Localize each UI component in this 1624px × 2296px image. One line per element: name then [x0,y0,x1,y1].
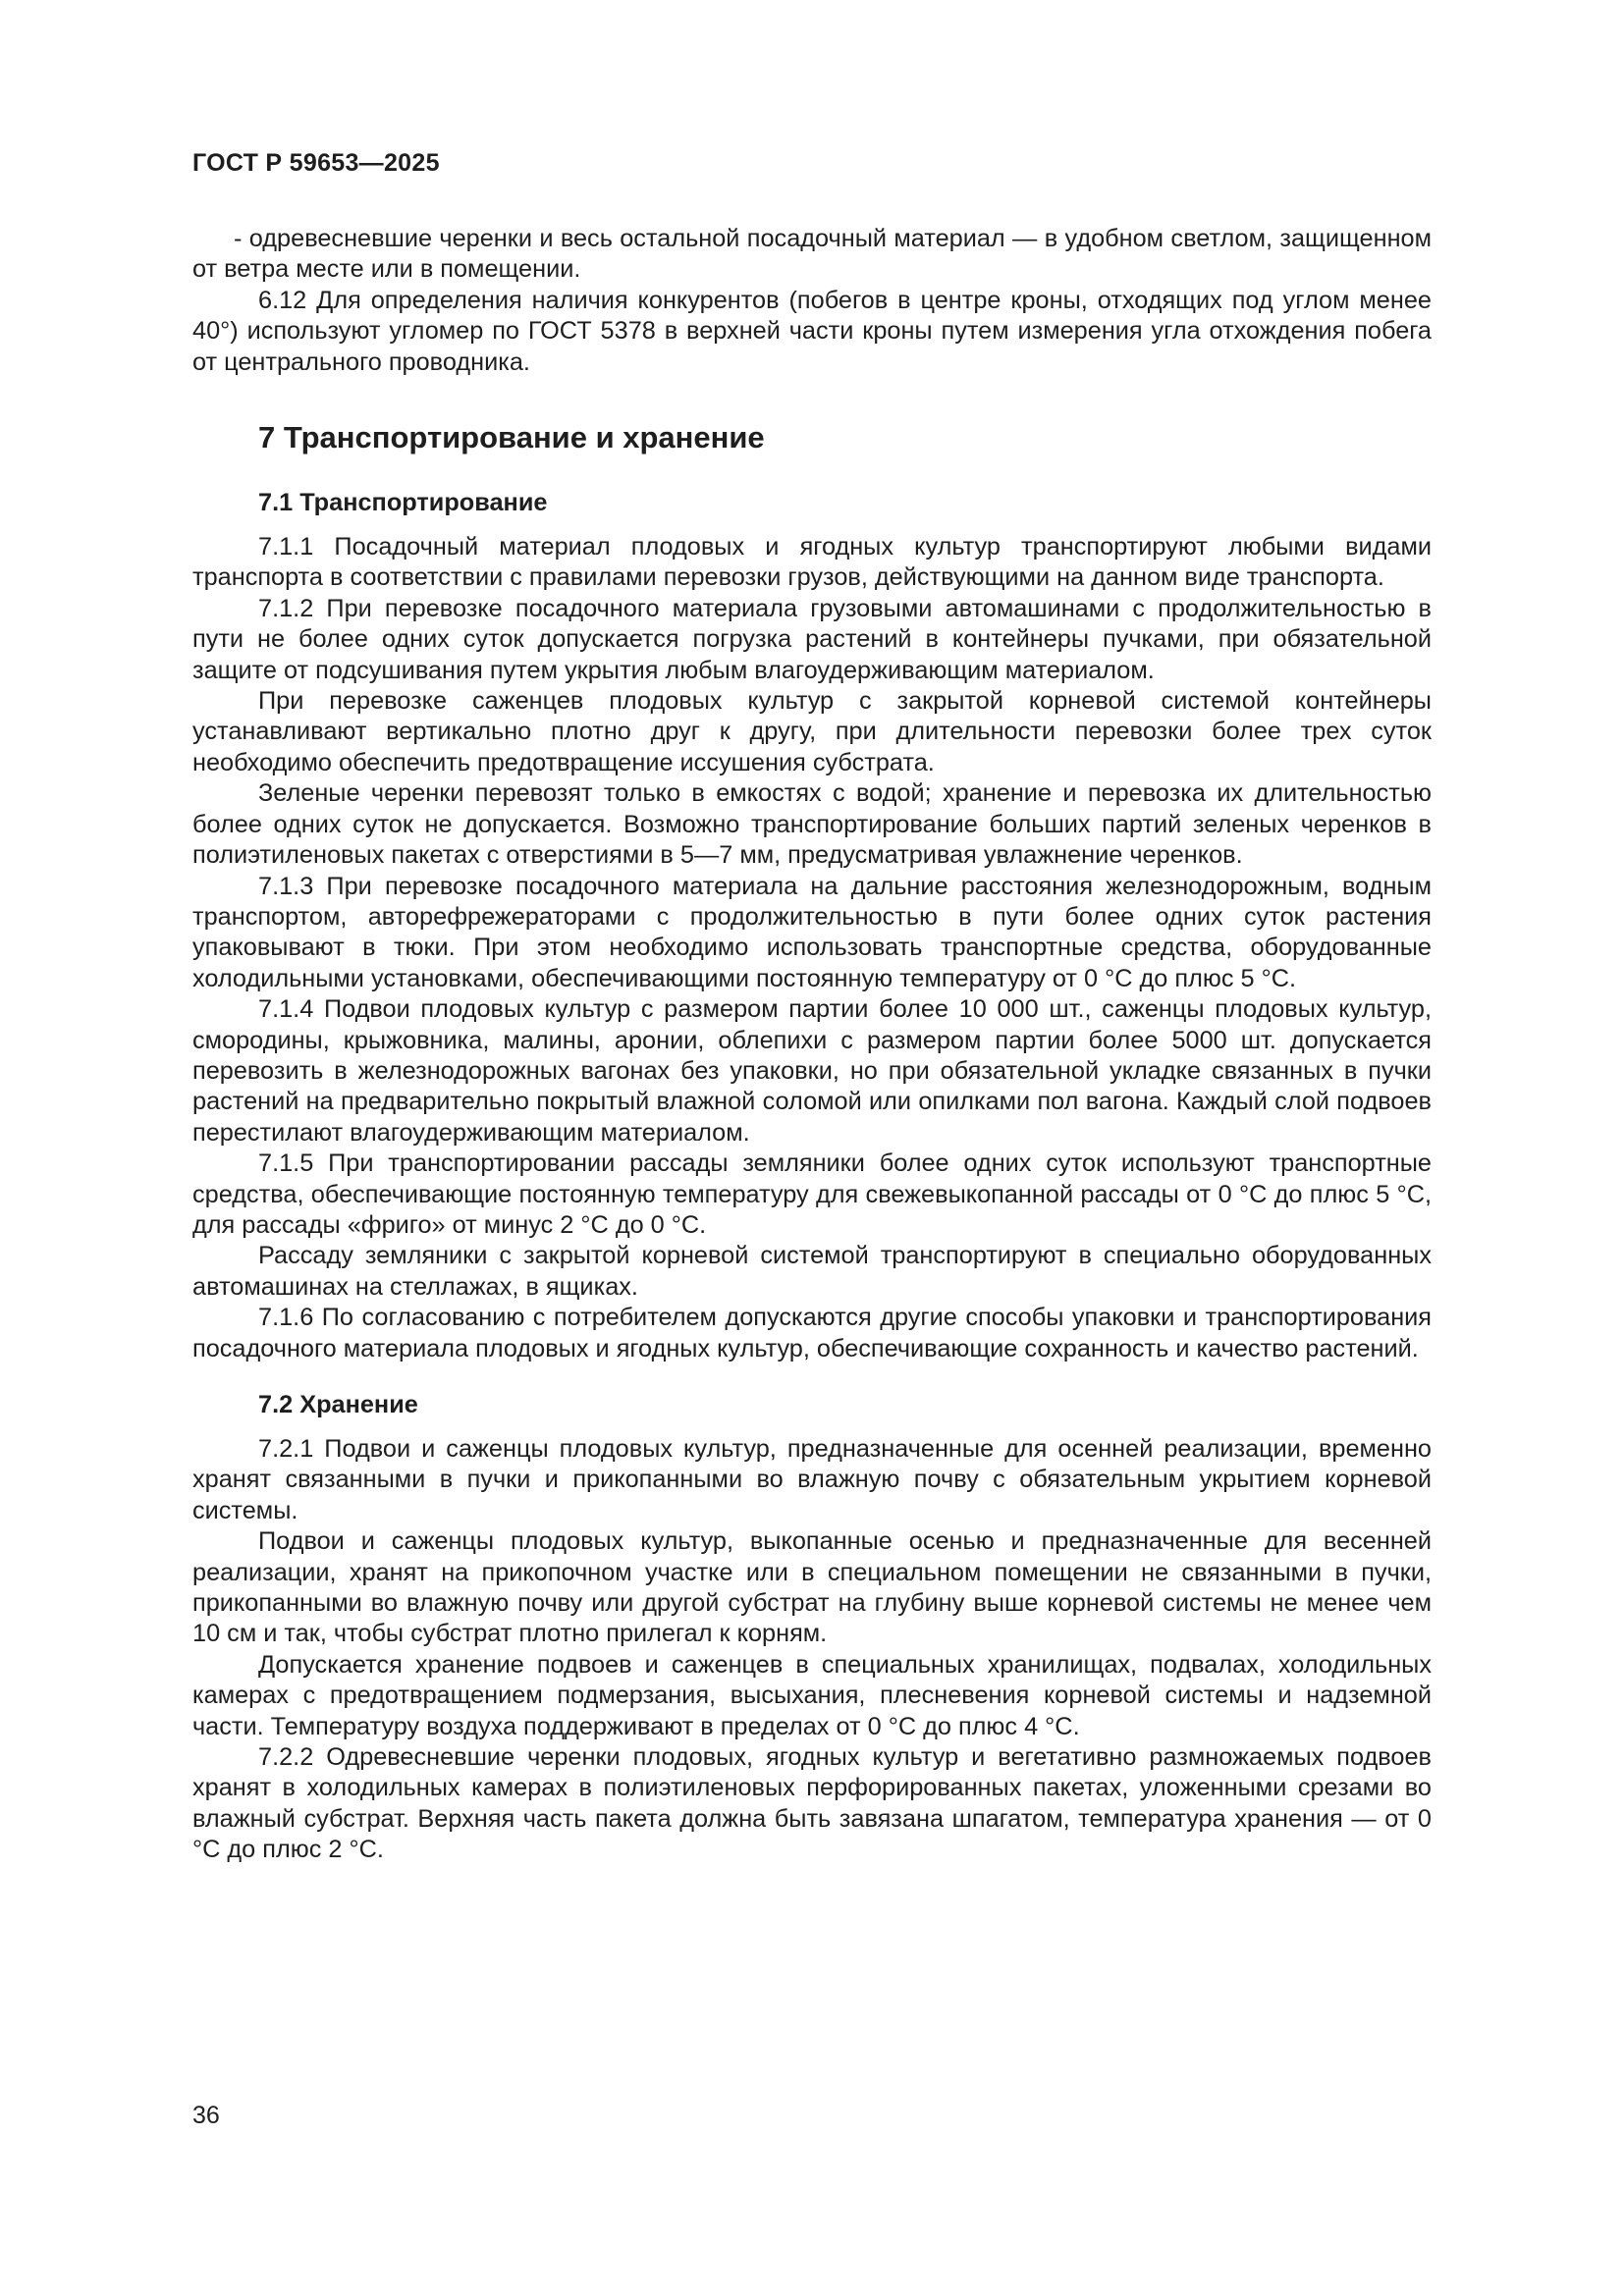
paragraph-7-1-4: 7.1.4 Подвои плодовых культур с размером партии более 10 000 шт., саженцы плодовых культур, смородины, крыжовника, малины, аронии, облепихи с размером партии более 5000 шт. допускается перевозить в железнодорожных вагонах без упаковки, но при обязательной укладке связанных в пучки растений на предварительно покрытый влажной соломой или опилками пол вагона. Каждый слой подвоев перестилают влагоудерживающим материалом. [192,995,1432,1147]
page-number: 36 [192,2102,220,2129]
section-7-heading: 7 Транспортирование и хранение [258,420,765,455]
subsection-7-1-heading: 7.1 Транспортирование [258,489,548,517]
paragraph-7-1-2-containers: При перевозке саженцев плодовых культур с закрытой корневой системой контейнеры устанавливают вертикально плотно друг к другу, при длительности перевозки более трех суток необходимо обеспечить предотвращение иссушения субстрата. [192,687,1432,776]
paragraph-7-1-5: 7.1.5 При транспортировании рассады земляники более одних суток используют транспортные средства, обеспечивающие постоянную температуру для свежевыкопанной рассады от 0 °С до плюс 5 °С, для рассады «фриго» от минус 2 °С до 0 °С. [192,1149,1432,1239]
paragraph-7-1-5-strawberry: Рассаду земляники с закрытой корневой системой транспортируют в специально оборудованных автомашинах на стеллажах, в ящиках. [192,1242,1432,1301]
paragraph-7-1-6: 7.1.6 По согласованию с потребителем допускаются другие способы упаковки и транспортирования посадочного материала плодовых и ягодных культур, обеспечивающие сохранность и качество растений. [192,1304,1432,1362]
paragraph-7-1-1: 7.1.1 Посадочный материал плодовых и ягодных культур транспортируют любыми видами транспорта в соответствии с правилами перевозки грузов, действующими на данном виде транспорта. [192,533,1432,592]
document-header-id: ГОСТ Р 59653—2025 [192,149,440,177]
paragraph-7-2-1: 7.2.1 Подвои и саженцы плодовых культур, предназначенные для осенней реализации, временно хранят связанными в пучки и прикопанными во влажную почву с обязательным укрытием корневой системы. [192,1435,1432,1524]
paragraph-7-1-2: 7.1.2 При перевозке посадочного материала грузовыми автомашинами с продолжительностью в пути не более одних суток допускается погрузка растений в контейнеры пучками, при обязательной защите от подсушивания путем укрытия любым влагоудерживающим материалом. [192,594,1432,684]
paragraph-6-12: 6.12 Для определения наличия конкурентов (побегов в центре кроны, отходящих под углом менее 40°) используют угломер по ГОСТ 5378 в верхней части кроны путем измерения угла отхождения побега от центрального проводника. [192,286,1432,376]
paragraph-7-1-2-green-cuttings: Зеленые черенки перевозят только в емкостях с водой; хранение и перевозка их длительностью более одних суток не допускается. Возможно транспортирование больших партий зеленых черенков в полиэтиленовых пакетах с отверстиями в 5—7 мм, предусматривая увлажнение черенков. [192,779,1432,870]
subsection-7-2-heading: 7.2 Хранение [258,1391,418,1418]
page-content [192,224,1432,1866]
paragraph-7-1-3: 7.1.3 При перевозке посадочного материала на дальние расстояния железнодорожным, водным транспортом, авторефрежераторами с продолжительностью в пути более одних суток растения упаковывают в тюки. При этом необходимо использовать транспортные средства, оборудованные холодильными установками, обеспечивающими постоянную температуру от 0 °С до плюс 5 °С. [192,872,1432,992]
paragraph-7-2-2: 7.2.2 Одревесневшие черенки плодовых, ягодных культур и вегетативно размножаемых подвоев хранят в холодильных камерах в полиэтиленовых перфорированных пакетах, уложенными срезами во влажный субстрат. Верхняя часть пакета должна быть завязана шпагатом, температура хранения — от 0 °С до плюс 2 °С. [192,1743,1432,1864]
paragraph-7-2-1-spring: Подвои и саженцы плодовых культур, выкопанные осенью и предназначенные для весенней реализации, хранят на прикопочном участке или в специальном помещении не связанными в пучки, прикопанными во влажную почву или другой субстрат на глубину выше корневой системы не менее чем 10 см и так, чтобы субстрат плотно прилегал к корням. [192,1527,1432,1648]
paragraph-intro-list-item: - одревесневшие черенки и весь остальной посадочный материал — в удобном светлом, защищенном от ветра месте или в помещении. [192,225,1432,284]
paragraph-7-2-1-storage: Допускается хранение подвоев и саженцев в специальных хранилищах, подвалах, холодильных камерах с предотвращением подмерзания, высыхания, плесневения корневой системы и надземной части. Температуру воздуха поддерживают в пределах от 0 °С до плюс 4 °С. [192,1650,1432,1740]
